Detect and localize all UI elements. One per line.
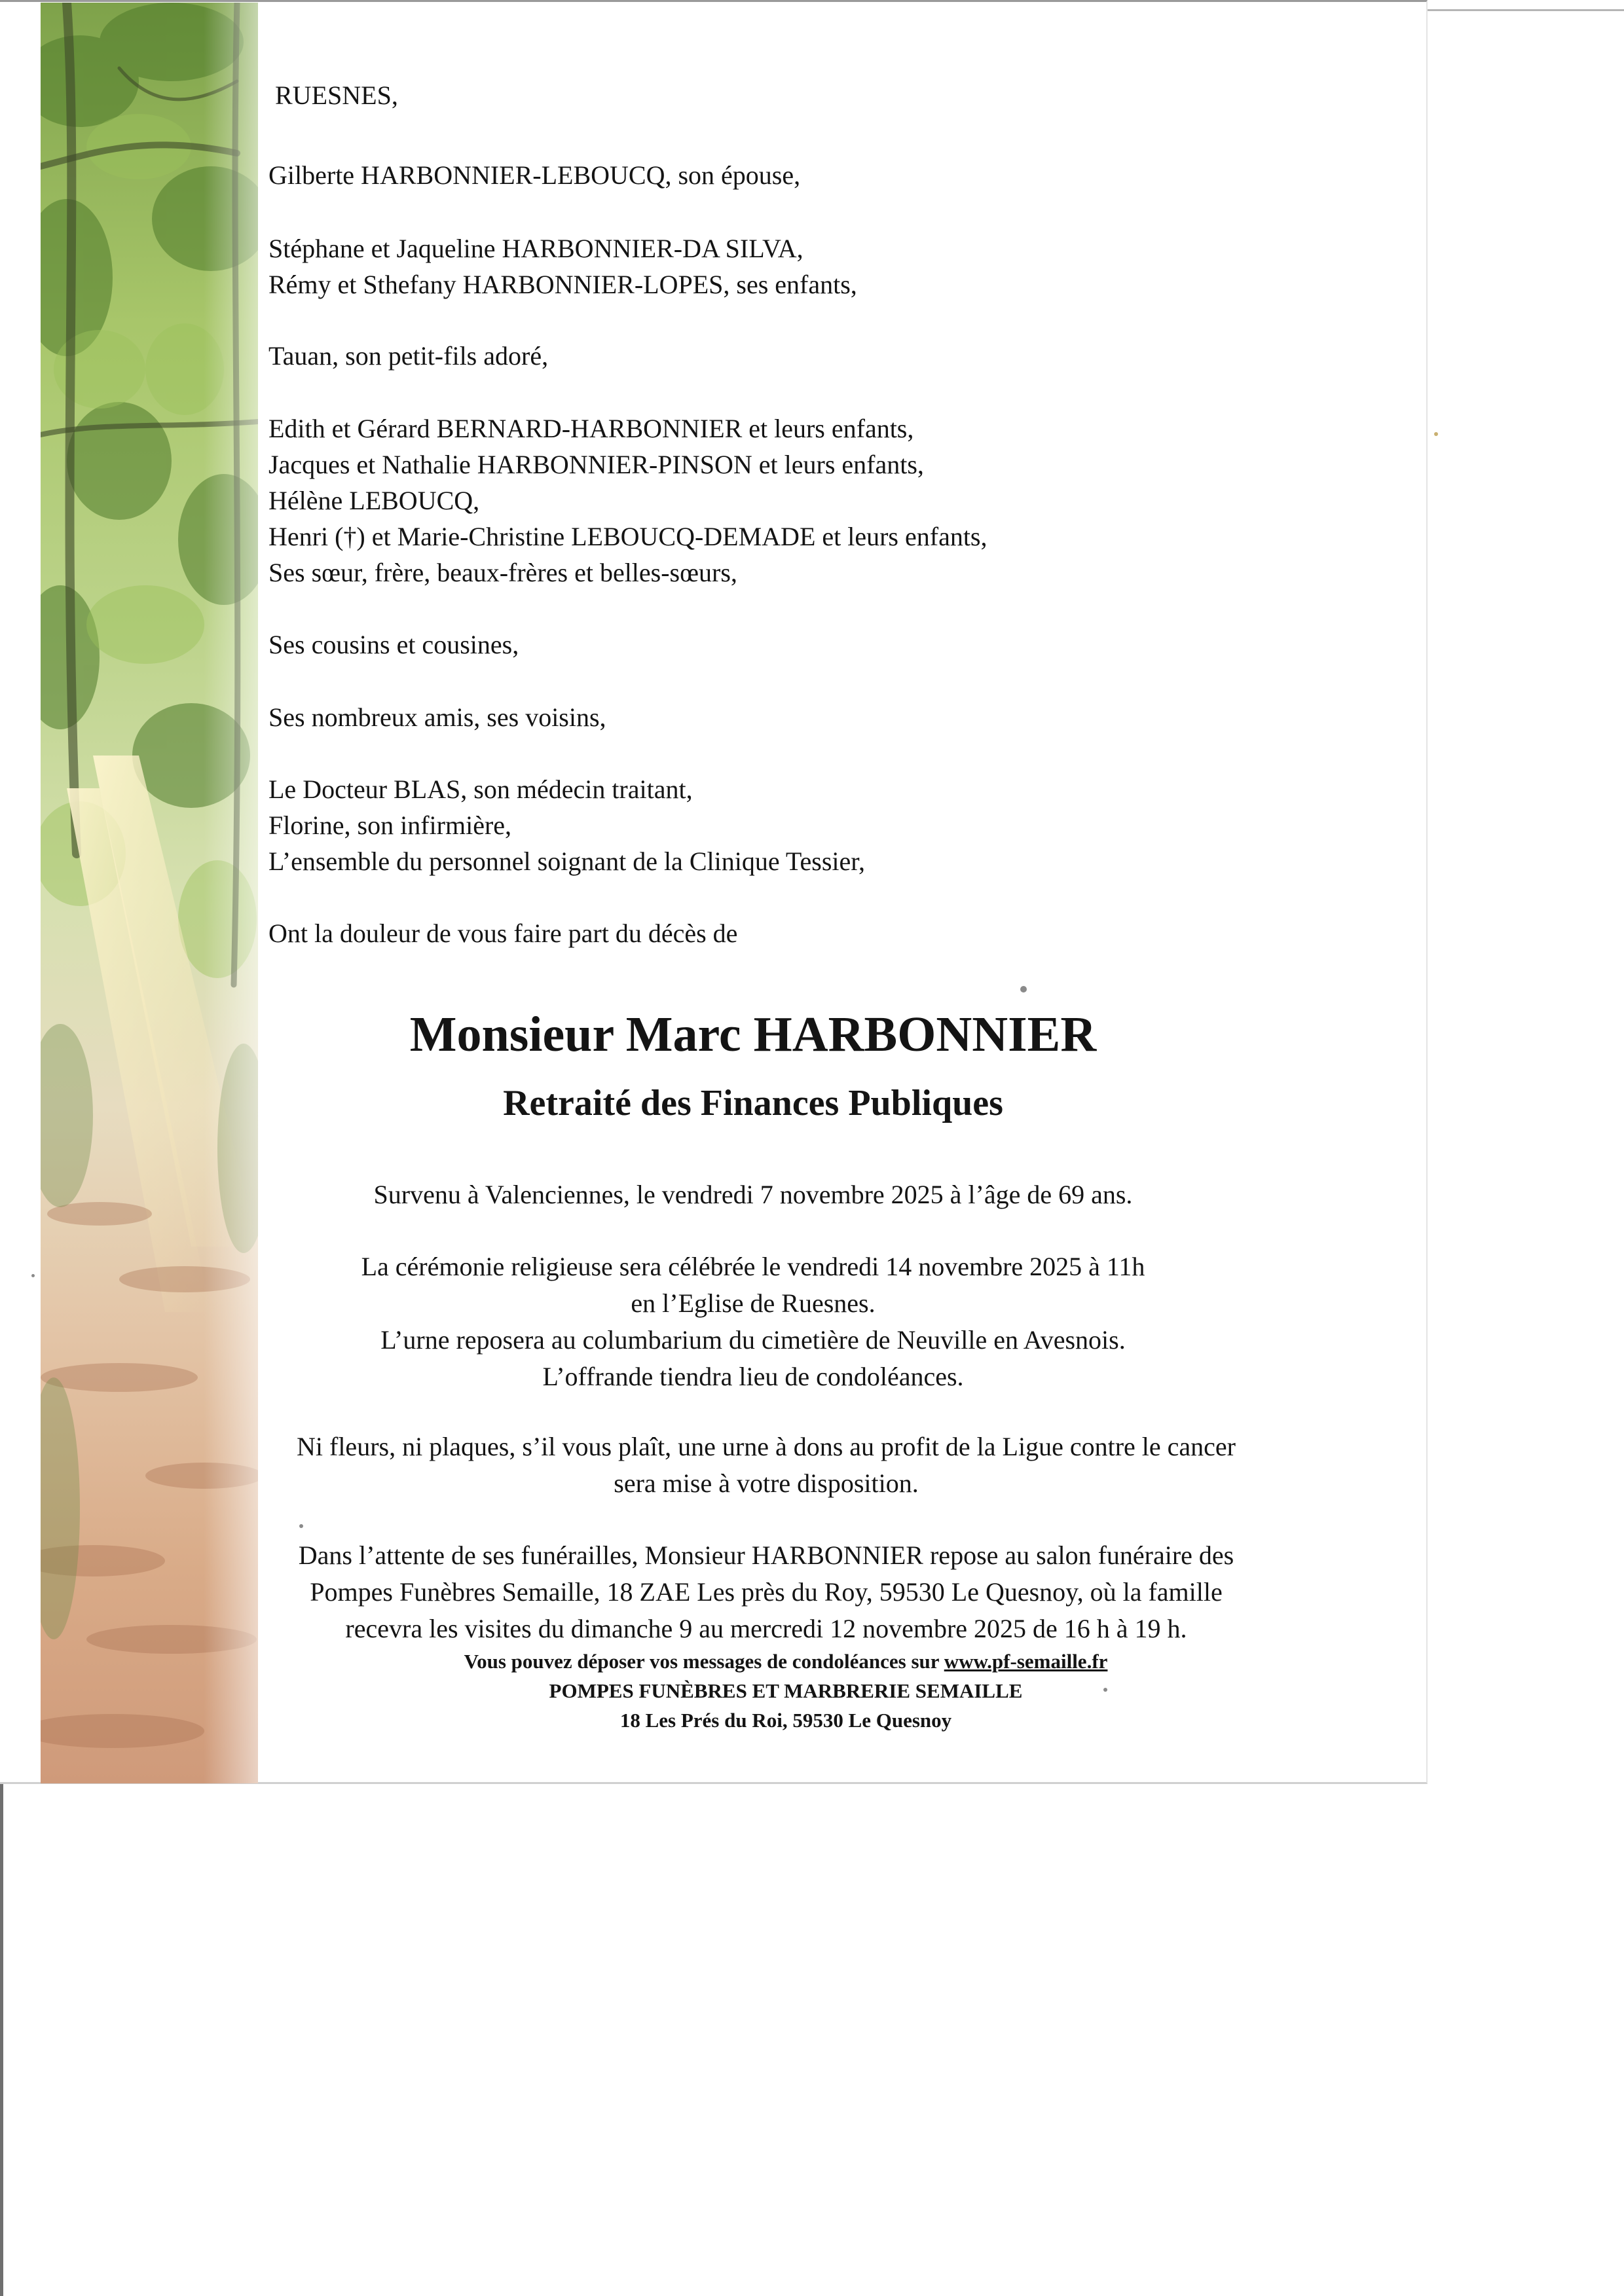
deceased-name: Monsieur Marc HARBONNIER	[409, 1007, 1097, 1062]
children-line: Rémy et Sthefany HARBONNIER-LOPES, ses enfants,	[268, 270, 857, 299]
ceremony-line: en l’Eglise de Ruesnes.	[631, 1288, 876, 1318]
care-line: Le Docteur BLAS, son médecin traitant,	[268, 774, 693, 804]
ceremony-line: L’urne reposera au columbarium du cimetière de Neuville en Avesnois.	[380, 1325, 1126, 1355]
care-line: Florine, son infirmière,	[268, 811, 512, 840]
grandchild-line: Tauan, son petit-fils adoré,	[268, 341, 549, 371]
scan-speck	[1103, 1688, 1107, 1692]
care-list	[268, 771, 1382, 879]
children-list	[268, 230, 1382, 302]
scan-edge	[0, 1784, 3, 2296]
children-line: Stéphane et Jaqueline HARBONNIER-DA SILVA,	[268, 234, 803, 263]
siblings-line: Jacques et Nathalie HARBONNIER-PINSON et leurs enfants,	[268, 450, 924, 479]
visits-block	[275, 1537, 1257, 1647]
visits-line: Pompes Funèbres Semaille, 18 ZAE Les près du Roy, 59530 Le Quesnoy, où la famille	[310, 1577, 1223, 1607]
care-line: L’ensemble du personnel soignant de la Clinique Tessier,	[268, 847, 865, 876]
announcement-line: Ont la douleur de vous faire part du décès de	[268, 919, 738, 948]
ceremony-line: L’offrande tiendra lieu de condoléances.	[542, 1362, 964, 1391]
siblings-line: Edith et Gérard BERNARD-HARBONNIER et leurs enfants,	[268, 414, 914, 443]
place-heading: RUESNES,	[275, 81, 398, 110]
flowers-line: sera mise à votre disposition.	[614, 1468, 919, 1498]
siblings-line: Hélène LEBOUCQ,	[268, 486, 480, 515]
ceremony-block	[262, 1248, 1244, 1395]
forest-path-photo	[41, 3, 258, 1783]
ceremony-line: La cérémonie religieuse sera célébrée le vendredi 14 novembre 2025 à 11h	[361, 1252, 1145, 1281]
siblings-line: Henri (†) et Marie-Christine LEBOUCQ-DEMADE et leurs enfants,	[268, 522, 987, 551]
friends-line: Ses nombreux amis, ses voisins,	[268, 702, 606, 732]
company-address: 18 Les Prés du Roi, 59530 Le Quesnoy	[619, 1709, 952, 1732]
siblings-list	[268, 410, 1382, 591]
death-line: Survenu à Valenciennes, le vendredi 7 novembre 2025 à l’âge de 69 ans.	[373, 1180, 1133, 1209]
deceased-title: Retraité des Finances Publiques	[503, 1083, 1003, 1123]
scan-speck	[299, 1524, 303, 1528]
siblings-line: Ses sœur, frère, beaux-frères et belles-sœurs,	[268, 558, 737, 587]
spouse-line: Gilberte HARBONNIER-LEBOUCQ, son épouse,	[268, 160, 801, 190]
condolences-link[interactable]: www.pf-semaille.fr	[944, 1650, 1108, 1673]
scan-speck	[1020, 986, 1027, 993]
scan-speck	[1434, 432, 1438, 436]
condolences-line	[262, 1647, 1310, 1676]
visits-line: Dans l’attente de ses funérailles, Monsieur HARBONNIER repose au salon funéraire des	[298, 1540, 1234, 1570]
scan-speck	[31, 1274, 35, 1277]
scan-edge-top	[1428, 9, 1624, 11]
condolences-text: Vous pouvez déposer vos messages de condoléances sur	[464, 1650, 944, 1673]
company-name: POMPES FUNÈBRES ET MARBRERIE SEMAILLE	[549, 1679, 1023, 1702]
flowers-block	[275, 1429, 1257, 1502]
visits-line: recevra les visites du dimanche 9 au mercredi 12 novembre 2025 de 16 h à 19 h.	[345, 1614, 1187, 1643]
cousins-line: Ses cousins et cousines,	[268, 630, 519, 659]
flowers-line: Ni fleurs, ni plaques, s’il vous plaît, une urne à dons au profit de la Ligue contre le cancer	[297, 1432, 1236, 1461]
